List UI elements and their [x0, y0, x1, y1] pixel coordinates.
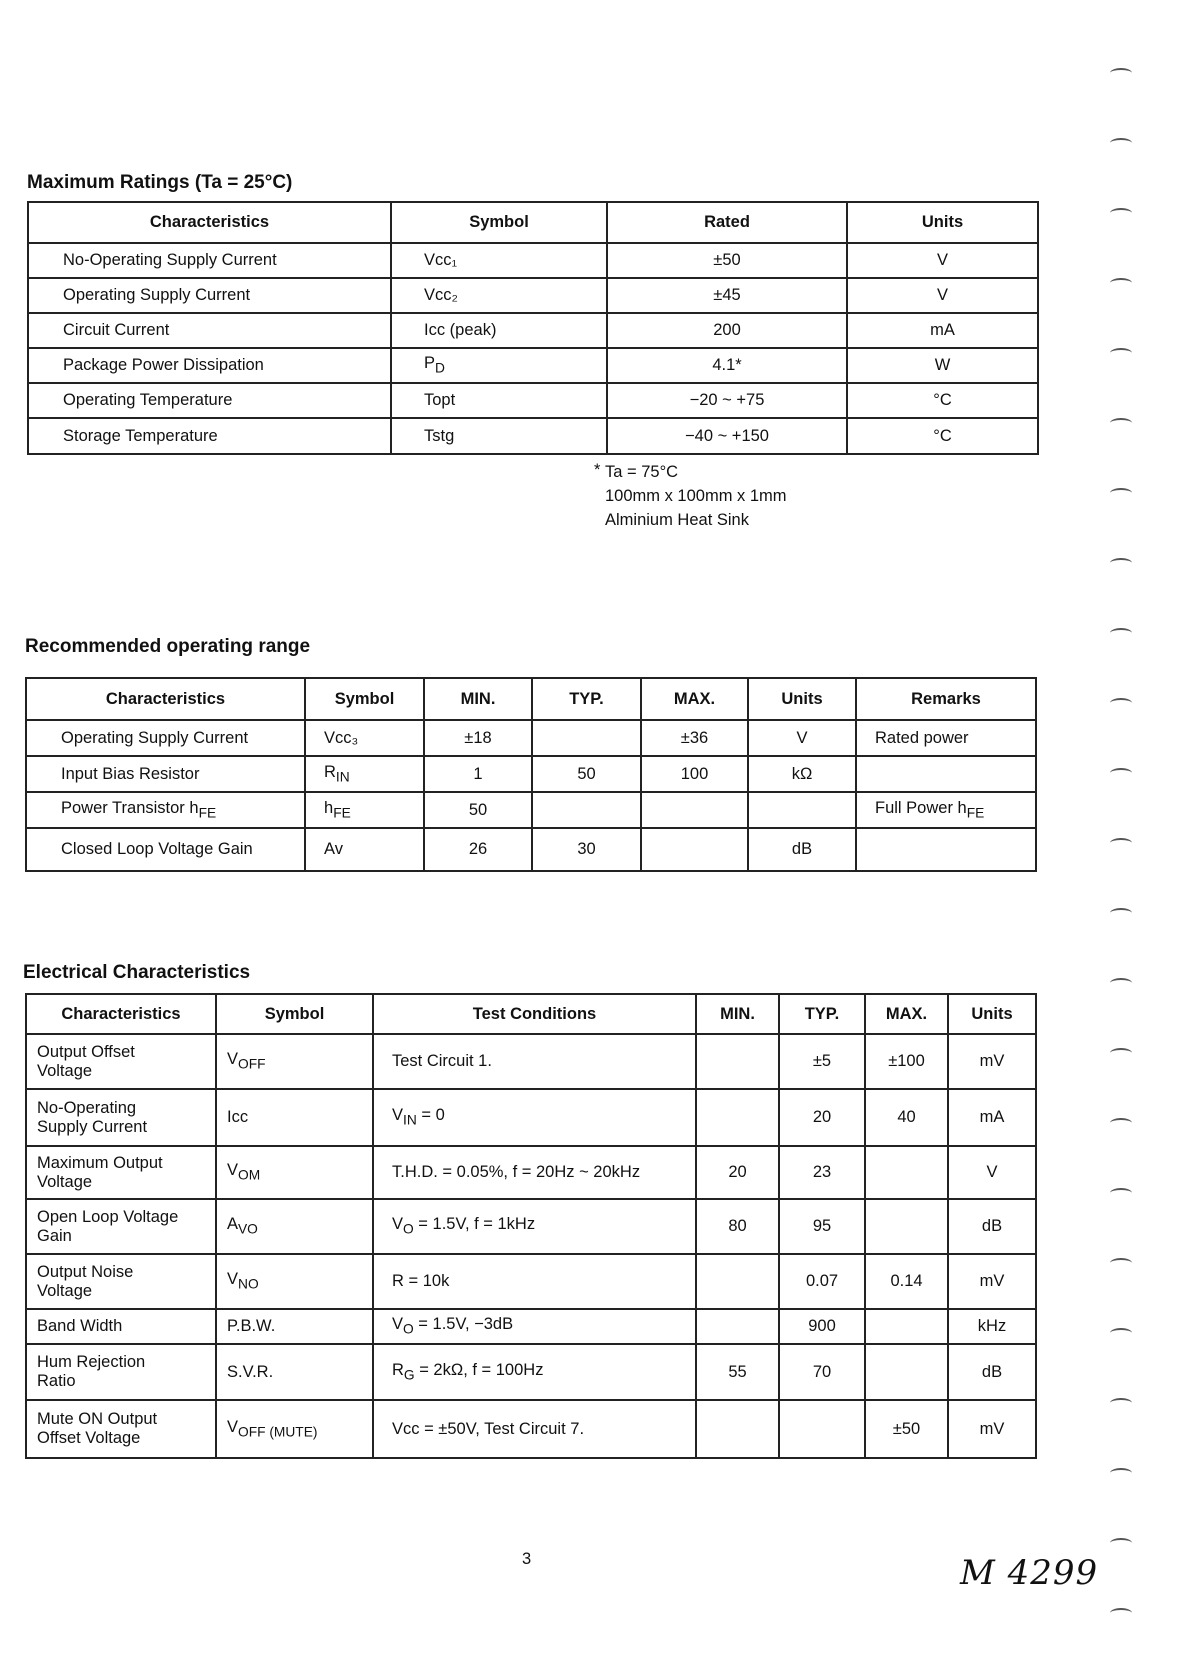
- margin-mark: [1110, 768, 1132, 778]
- rated-cell: 4.1*: [607, 348, 847, 383]
- characteristic-line: Voltage: [37, 1172, 93, 1191]
- characteristic-cell: [26, 1034, 216, 1089]
- max-cell: ±50: [865, 1400, 948, 1458]
- remarks-main: Full Power h: [875, 798, 967, 817]
- typ-cell: 30: [532, 828, 641, 871]
- header-max: MAX.: [865, 994, 948, 1034]
- symbol-main: V: [227, 1417, 239, 1436]
- table-row: [26, 1400, 1036, 1458]
- table-row: [28, 243, 1038, 278]
- symbol-subscript: FE: [333, 805, 351, 821]
- characteristic-cell: Package Power Dissipation: [28, 348, 391, 383]
- typ-cell: 20: [779, 1089, 865, 1146]
- characteristic-cell: [26, 1146, 216, 1199]
- condition-rest: = 1.5V, f = 1kHz: [413, 1215, 536, 1234]
- max-cell: ±100: [865, 1034, 948, 1089]
- typ-cell: [532, 720, 641, 756]
- characteristic-line: Ratio: [37, 1372, 76, 1390]
- symbol-cell: [216, 1254, 373, 1309]
- min-cell: 20: [696, 1146, 779, 1199]
- header-min: MIN.: [696, 994, 779, 1034]
- header-rated: Rated: [607, 202, 847, 243]
- header-remarks: Remarks: [856, 678, 1036, 720]
- table-header-row: [26, 678, 1036, 720]
- typ-cell: 70: [779, 1344, 865, 1400]
- units-cell: V: [948, 1146, 1036, 1199]
- characteristic-cell: Operating Supply Current: [28, 278, 391, 313]
- typ-cell: ±5: [779, 1034, 865, 1089]
- min-cell: [696, 1089, 779, 1146]
- characteristic-line: Output Offset: [37, 1042, 135, 1061]
- units-cell: dB: [948, 1199, 1036, 1254]
- units-cell: °C: [847, 418, 1038, 454]
- characteristic-cell: [26, 1400, 216, 1458]
- symbol-cell: [216, 1034, 373, 1089]
- header-symbol: Symbol: [391, 202, 607, 243]
- symbol-cell: Icc (peak): [391, 313, 607, 348]
- symbol-main: V: [227, 1161, 239, 1180]
- condition-main: V: [392, 1106, 404, 1125]
- max-cell: 0.14: [865, 1254, 948, 1309]
- header-characteristics: Characteristics: [26, 994, 216, 1034]
- table-row: [28, 313, 1038, 348]
- characteristic-line: Supply Current: [37, 1117, 148, 1136]
- typ-cell: [779, 1400, 865, 1458]
- margin-mark: [1110, 1538, 1132, 1548]
- max-cell: 40: [865, 1089, 948, 1146]
- remarks-cell: Rated power: [856, 720, 1036, 756]
- header-characteristics: Characteristics: [26, 678, 305, 720]
- characteristic-cell: No-Operating Supply Current: [28, 243, 391, 278]
- margin-mark: [1110, 1048, 1132, 1058]
- symbol-main: V: [227, 1050, 239, 1069]
- header-units: Units: [948, 994, 1036, 1034]
- rated-cell: −40 ~ +150: [607, 418, 847, 454]
- margin-mark: [1110, 68, 1132, 78]
- characteristic-cell: Circuit Current: [28, 313, 391, 348]
- units-cell: kHz: [948, 1309, 1036, 1344]
- symbol-main: Icc: [227, 1108, 249, 1127]
- min-cell: [696, 1034, 779, 1089]
- symbol-subscript: OFF: [238, 1056, 266, 1072]
- header-symbol: Symbol: [305, 678, 424, 720]
- table-row: [28, 278, 1038, 313]
- units-cell: °C: [847, 383, 1038, 418]
- condition-subscript: O: [403, 1321, 414, 1337]
- symbol-subscript: NO: [238, 1276, 259, 1292]
- condition-main: R: [392, 1360, 404, 1379]
- margin-mark: [1110, 1258, 1132, 1268]
- margin-mark: [1110, 1398, 1132, 1408]
- symbol-main: S.V.R.: [227, 1362, 274, 1381]
- min-cell: [696, 1400, 779, 1458]
- max-cell: [641, 828, 748, 871]
- characteristic-cell: Storage Temperature: [28, 418, 391, 454]
- units-cell: mA: [847, 313, 1038, 348]
- header-typ: TYP.: [532, 678, 641, 720]
- table-row: [28, 348, 1038, 383]
- characteristic-line: Mute ON Output: [37, 1410, 158, 1429]
- characteristic-cell: [26, 1089, 216, 1146]
- symbol-cell: Vcc₁: [391, 243, 607, 278]
- min-cell: [696, 1254, 779, 1309]
- recommended-title: Recommended operating range: [25, 636, 311, 657]
- handwritten-note: M 4299: [960, 1553, 1099, 1593]
- table-header-row: [26, 994, 1036, 1034]
- typ-cell: 0.07: [779, 1254, 865, 1309]
- header-symbol: Symbol: [216, 994, 373, 1034]
- table-row: [26, 1146, 1036, 1199]
- test-condition-cell: T.H.D. = 0.05%, f = 20Hz ~ 20kHz: [373, 1146, 696, 1199]
- symbol-cell: [305, 756, 424, 792]
- margin-mark: [1110, 418, 1132, 428]
- table-header-row: [28, 202, 1038, 243]
- table-row: [26, 828, 1036, 871]
- symbol-cell: [216, 1199, 373, 1254]
- symbol-cell: [216, 1309, 373, 1344]
- characteristic-line: Gain: [37, 1226, 72, 1245]
- characteristic-cell: [26, 792, 305, 828]
- units-cell: V: [847, 243, 1038, 278]
- units-cell: V: [748, 720, 856, 756]
- characteristic-cell: [26, 1309, 216, 1344]
- rated-cell: ±45: [607, 278, 847, 313]
- margin-mark: [1110, 348, 1132, 358]
- characteristic-cell: Operating Temperature: [28, 383, 391, 418]
- table-row: [26, 1199, 1036, 1254]
- units-cell: kΩ: [748, 756, 856, 792]
- condition-subscript: IN: [403, 1112, 417, 1128]
- margin-mark: [1110, 488, 1132, 498]
- margin-mark: [1110, 278, 1132, 288]
- test-condition-cell: [373, 1309, 696, 1344]
- max-ratings-table: [27, 201, 1039, 455]
- min-cell: 50: [424, 792, 532, 828]
- condition-rest: = 2kΩ, f = 100Hz: [414, 1360, 544, 1379]
- symbol-cell: [216, 1400, 373, 1458]
- units-cell: W: [847, 348, 1038, 383]
- symbol-subscript: VO: [238, 1221, 258, 1237]
- table-row: [26, 756, 1036, 792]
- remarks-cell: [856, 756, 1036, 792]
- characteristic-line: Band Width: [37, 1317, 123, 1336]
- typ-cell: [532, 792, 641, 828]
- characteristic-subscript: FE: [198, 805, 217, 821]
- recommended-table: [25, 677, 1037, 872]
- units-cell: mV: [948, 1034, 1036, 1089]
- characteristic-line: Offset Voltage: [37, 1429, 141, 1447]
- symbol-main: h: [324, 798, 334, 817]
- header-units: Units: [847, 202, 1038, 243]
- characteristic-line: Maximum Output: [37, 1153, 163, 1172]
- max-cell: 100: [641, 756, 748, 792]
- units-cell: mV: [948, 1400, 1036, 1458]
- units-cell: [748, 792, 856, 828]
- margin-mark: [1110, 838, 1132, 848]
- symbol-main: P.B.W.: [227, 1317, 276, 1336]
- margin-mark: [1110, 1118, 1132, 1128]
- min-cell: 26: [424, 828, 532, 871]
- header-typ: TYP.: [779, 994, 865, 1034]
- header-characteristics: Characteristics: [28, 202, 391, 243]
- margin-mark: [1110, 208, 1132, 218]
- table-row: [28, 383, 1038, 418]
- footnote-line: 100mm x 100mm x 1mm: [605, 487, 787, 505]
- max-cell: [865, 1146, 948, 1199]
- symbol-cell: [216, 1146, 373, 1199]
- min-cell: 55: [696, 1344, 779, 1400]
- min-cell: 80: [696, 1199, 779, 1254]
- table-row: [26, 1344, 1036, 1400]
- typ-cell: 95: [779, 1199, 865, 1254]
- footnote-line: Alminium Heat Sink: [605, 511, 749, 529]
- test-condition-cell: [373, 1089, 696, 1146]
- characteristic-line: Hum Rejection: [37, 1353, 146, 1372]
- typ-cell: 23: [779, 1146, 865, 1199]
- symbol-cell: [391, 348, 607, 383]
- table-row: [28, 418, 1038, 454]
- condition-subscript: O: [403, 1221, 414, 1237]
- min-cell: [696, 1309, 779, 1344]
- rated-cell: −20 ~ +75: [607, 383, 847, 418]
- header-min: MIN.: [424, 678, 532, 720]
- units-cell: mA: [948, 1089, 1036, 1146]
- max-cell: [865, 1344, 948, 1400]
- margin-mark: [1110, 908, 1132, 918]
- min-cell: 1: [424, 756, 532, 792]
- characteristic-line: Voltage: [37, 1061, 93, 1080]
- characteristic-cell: [26, 1199, 216, 1254]
- table-row: [26, 1034, 1036, 1089]
- test-condition-cell: R = 10k: [373, 1254, 696, 1309]
- min-cell: ±18: [424, 720, 532, 756]
- remarks-cell: [856, 792, 1036, 828]
- symbol-subscript: OM: [238, 1167, 261, 1183]
- typ-cell: 900: [779, 1309, 865, 1344]
- margin-marks: [1110, 60, 1190, 1660]
- rated-cell: 200: [607, 313, 847, 348]
- symbol-subscript: OFF (MUTE): [238, 1424, 318, 1440]
- symbol-subscript: D: [435, 360, 445, 376]
- rated-cell: ±50: [607, 243, 847, 278]
- margin-mark: [1110, 1468, 1132, 1478]
- table-row: [26, 1089, 1036, 1146]
- units-cell: dB: [748, 828, 856, 871]
- condition-main: V: [392, 1315, 404, 1334]
- symbol-main: A: [227, 1215, 239, 1234]
- characteristic-cell: Input Bias Resistor: [26, 756, 305, 792]
- max-ratings-footnote: [594, 460, 787, 532]
- characteristic-cell: Operating Supply Current: [26, 720, 305, 756]
- symbol-cell: [305, 792, 424, 828]
- characteristic-cell: Closed Loop Voltage Gain: [26, 828, 305, 871]
- remarks-cell: [856, 828, 1036, 871]
- max-cell: [865, 1309, 948, 1344]
- max-cell: [865, 1199, 948, 1254]
- symbol-cell: Topt: [391, 383, 607, 418]
- page-number: 3: [522, 1550, 532, 1568]
- margin-mark: [1110, 1328, 1132, 1338]
- characteristic-cell: [26, 1344, 216, 1400]
- margin-mark: [1110, 628, 1132, 638]
- margin-mark: [1110, 978, 1132, 988]
- units-cell: mV: [948, 1254, 1036, 1309]
- characteristic-line: Voltage: [37, 1281, 93, 1300]
- header-test-conditions: Test Conditions: [373, 994, 696, 1034]
- test-condition-cell: Test Circuit 1.: [373, 1034, 696, 1089]
- symbol-cell: Tstg: [391, 418, 607, 454]
- electrical-table: [25, 993, 1037, 1459]
- table-row: [26, 720, 1036, 756]
- test-condition-cell: [373, 1199, 696, 1254]
- margin-mark: [1110, 1188, 1132, 1198]
- footnote-star: *: [594, 461, 601, 479]
- characteristic-main: Power Transistor h: [61, 798, 199, 817]
- characteristic-cell: [26, 1254, 216, 1309]
- margin-mark: [1110, 138, 1132, 148]
- units-cell: V: [847, 278, 1038, 313]
- footnote-line: Ta = 75°C: [605, 463, 679, 481]
- typ-cell: 50: [532, 756, 641, 792]
- symbol-main: V: [227, 1270, 239, 1289]
- condition-subscript: G: [403, 1367, 415, 1383]
- max-ratings-title: Maximum Ratings (Ta = 25°C): [27, 172, 293, 193]
- test-condition-cell: Vcc = ±50V, Test Circuit 7.: [373, 1400, 696, 1458]
- characteristic-line: Output Noise: [37, 1262, 134, 1281]
- condition-rest: = 0: [416, 1106, 445, 1125]
- margin-mark: [1110, 698, 1132, 708]
- symbol-cell: Vcc₂: [391, 278, 607, 313]
- margin-mark: [1110, 558, 1132, 568]
- condition-rest: = 1.5V, −3dB: [413, 1315, 514, 1334]
- symbol-subscript: IN: [335, 769, 350, 785]
- max-cell: ±36: [641, 720, 748, 756]
- units-cell: dB: [948, 1344, 1036, 1400]
- table-row: [26, 1254, 1036, 1309]
- symbol-main: R: [324, 762, 336, 781]
- characteristic-line: Open Loop Voltage: [37, 1207, 179, 1226]
- table-row: [26, 1309, 1036, 1344]
- margin-mark: [1110, 1608, 1132, 1618]
- symbol-cell: [216, 1089, 373, 1146]
- symbol-cell: [216, 1344, 373, 1400]
- electrical-title: Electrical Characteristics: [23, 962, 251, 983]
- symbol-cell: Vcc₃: [305, 720, 424, 756]
- test-condition-cell: [373, 1344, 696, 1400]
- symbol-cell: Av: [305, 828, 424, 871]
- remarks-subscript: FE: [966, 805, 985, 821]
- condition-main: V: [392, 1215, 404, 1234]
- header-units: Units: [748, 678, 856, 720]
- characteristic-line: No-Operating: [37, 1098, 137, 1117]
- header-max: MAX.: [641, 678, 748, 720]
- table-row: [26, 792, 1036, 828]
- max-cell: [641, 792, 748, 828]
- symbol-main: P: [424, 354, 436, 373]
